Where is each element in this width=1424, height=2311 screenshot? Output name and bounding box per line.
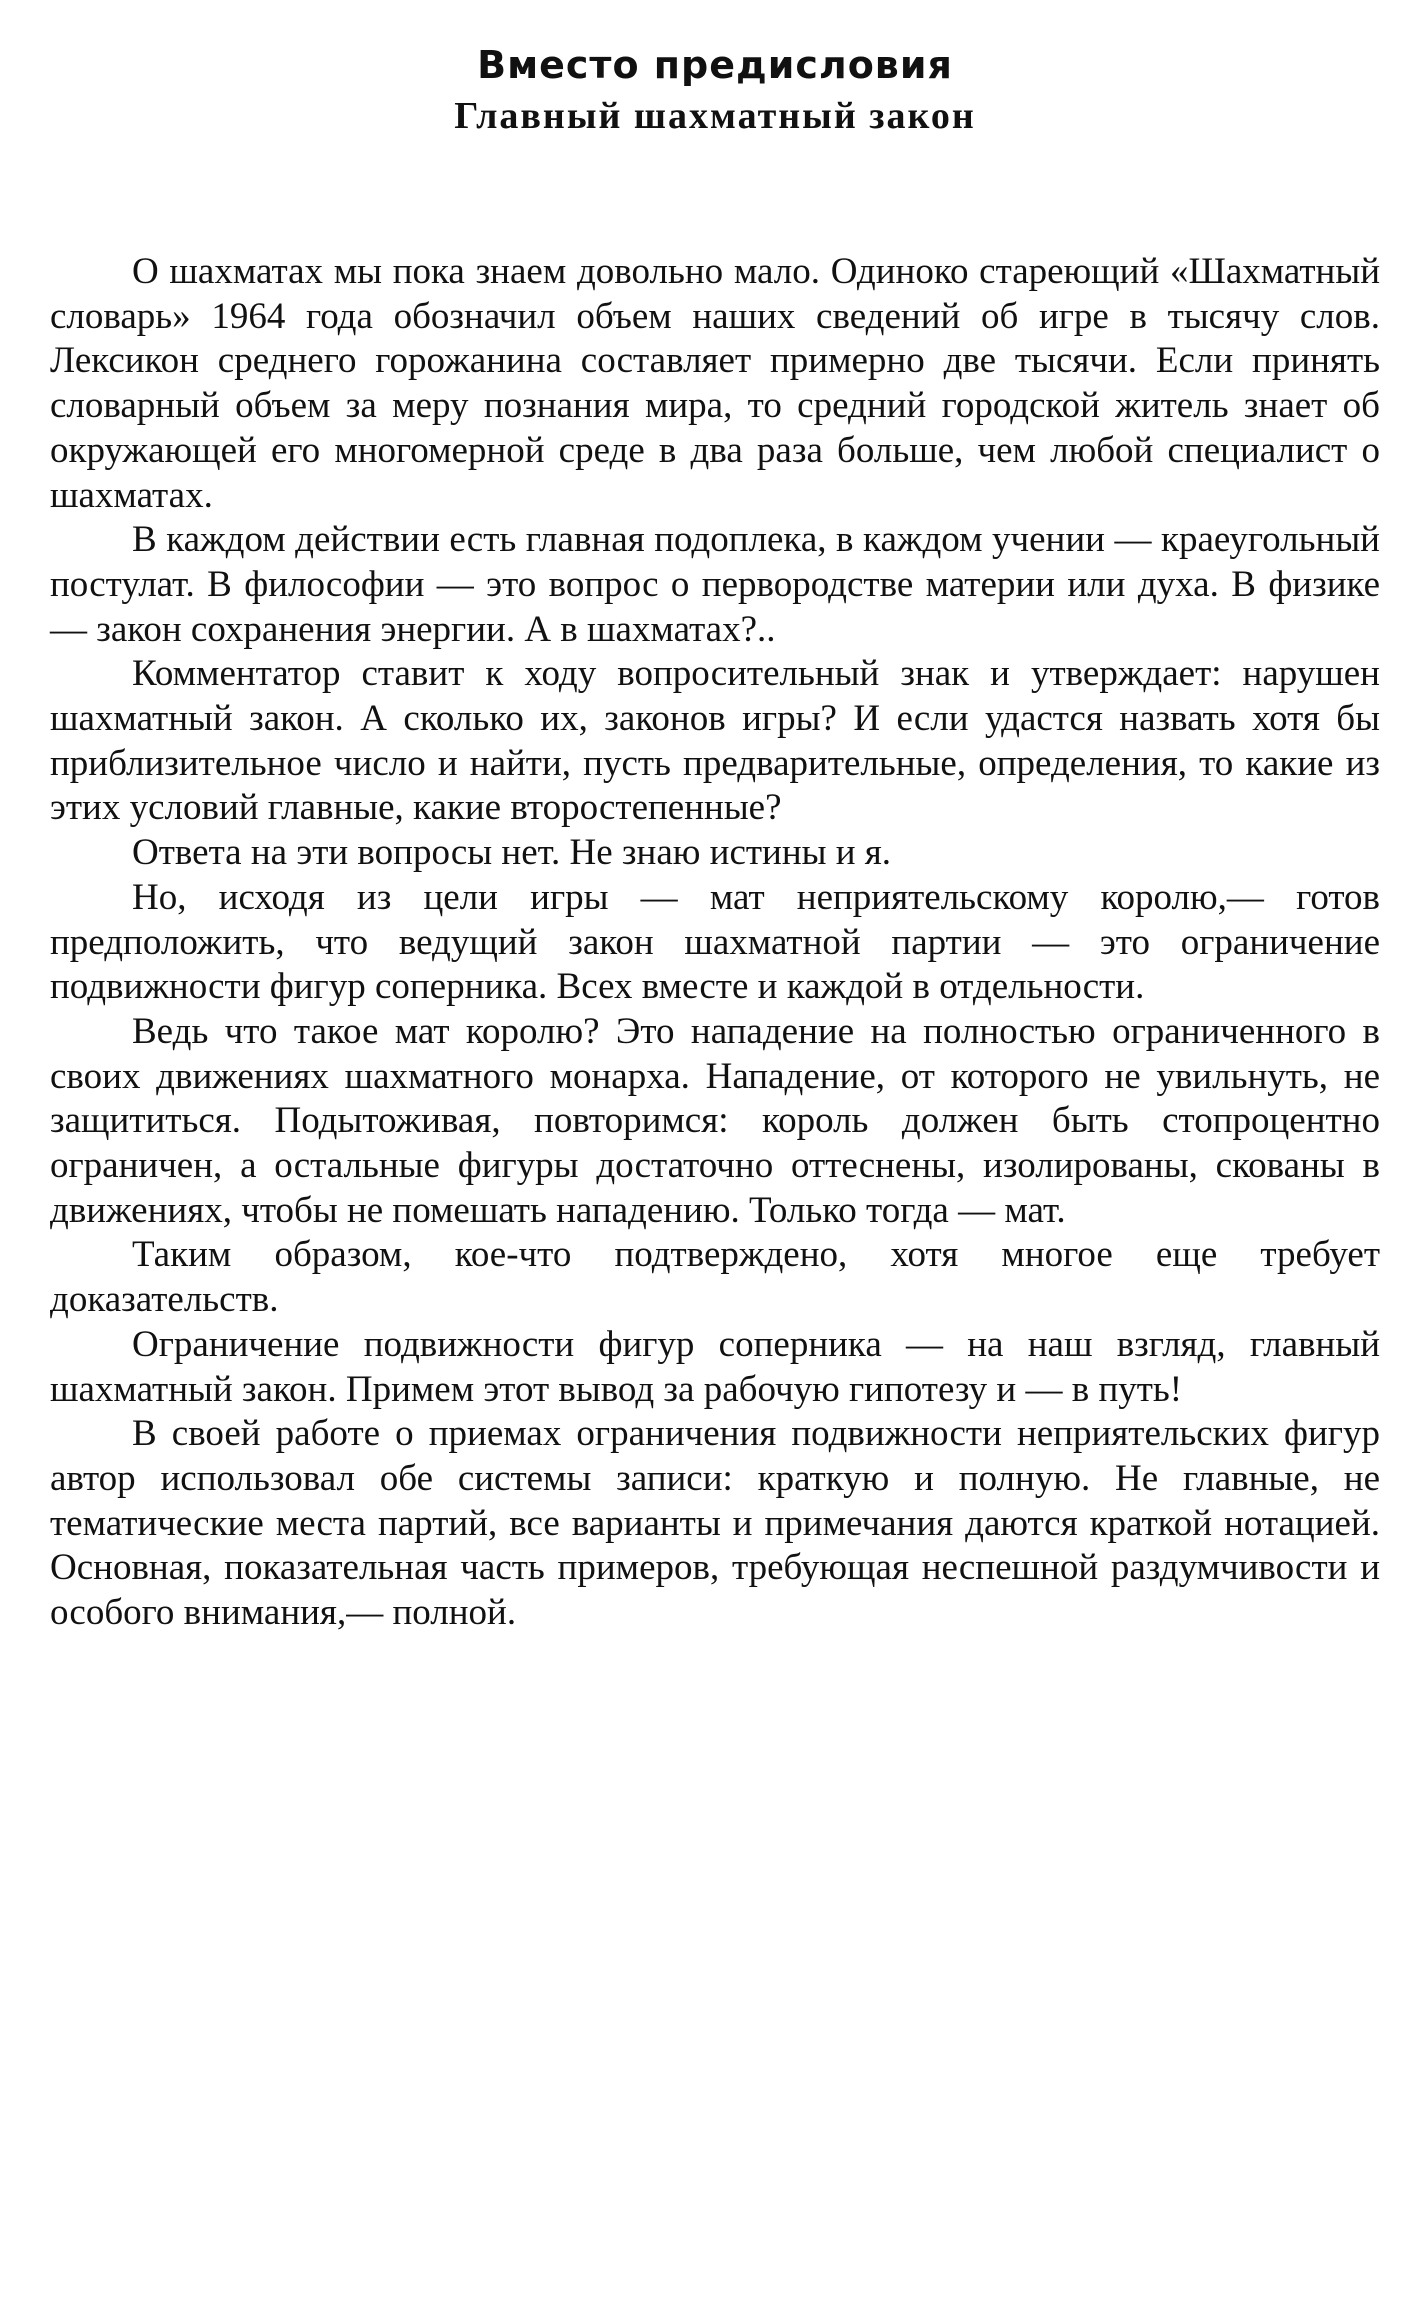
paragraph: Ограничение подвижности фигур соперника — на наш взгляд, главный шахматный закон. Примем этот вывод за рабочую гипотезу и — в путь! bbox=[50, 1323, 1380, 1410]
body-text bbox=[50, 250, 1380, 1636]
paragraph: Таким образом, кое-что подтверждено, хотя многое еще требует доказательств. bbox=[50, 1234, 1380, 1321]
paragraph: В каждом действии есть главная подоплека, в каждом учении — краеугольный постулат. В философии — это вопрос о первородстве материи или духа. В физике — закон сохранения энергии. А в шахматах?.. bbox=[50, 519, 1380, 650]
paragraph: Но, исходя из цели игры — мат неприятельскому королю,— готов предположить, что ведущий закон шахматной партии — это ограничение подвижности фигур соперника. Всех вместе и каждой в отдельности. bbox=[50, 876, 1380, 1008]
paragraph: Ведь что такое мат королю? Это нападение на полностью ограниченного в своих движениях шахматного монарха. Нападение, от которого не увильнуть, не защититься. Подытоживая, повторимся: король должен быть стопроцентно ограничен, а остальные фигуры достаточно оттеснены, изолированы, скованы в движениях, чтобы не помешать нападению. Только тогда — мат. bbox=[50, 1010, 1380, 1231]
paragraph: В своей работе о приемах ограничения подвижности неприятельских фигур автор использовал обе системы записи: краткую и полную. Не главные, не тематические места партий, все варианты и примечания даются краткой нотацией. Основная, показательная часть примеров, требующая неспешной раздумчивости и особого внимания,— полной. bbox=[50, 1413, 1380, 1634]
book-page bbox=[50, 40, 1380, 1636]
paragraph: О шахматах мы пока знаем довольно мало. Одиноко стареющий «Шахматный словарь» 1964 года обозначил объем наших сведений об игре в тысячу слов. Лексикон среднего горожанина составляет примерно две тысячи. Если принять словарный объем за меру познания мира, то средний городской житель знает об окружающей его многомерной среде в два раза больше, чем любой специалист о шахматах. bbox=[50, 251, 1380, 516]
paragraph: Ответа на эти вопросы нет. Не знаю истины и я. bbox=[132, 832, 892, 874]
chapter-subtitle: Главный шахматный закон bbox=[454, 95, 976, 137]
chapter-title: Вместо предисловия bbox=[477, 43, 953, 87]
paragraph: Комментатор ставит к ходу вопросительный знак и утверждает: нарушен шахматный закон. А сколько их, законов игры? И если удастся назвать хотя бы приблизительное число и найти, пусть предварительные, определения, то какие из этих условий главные, какие второстепенные? bbox=[50, 653, 1380, 829]
